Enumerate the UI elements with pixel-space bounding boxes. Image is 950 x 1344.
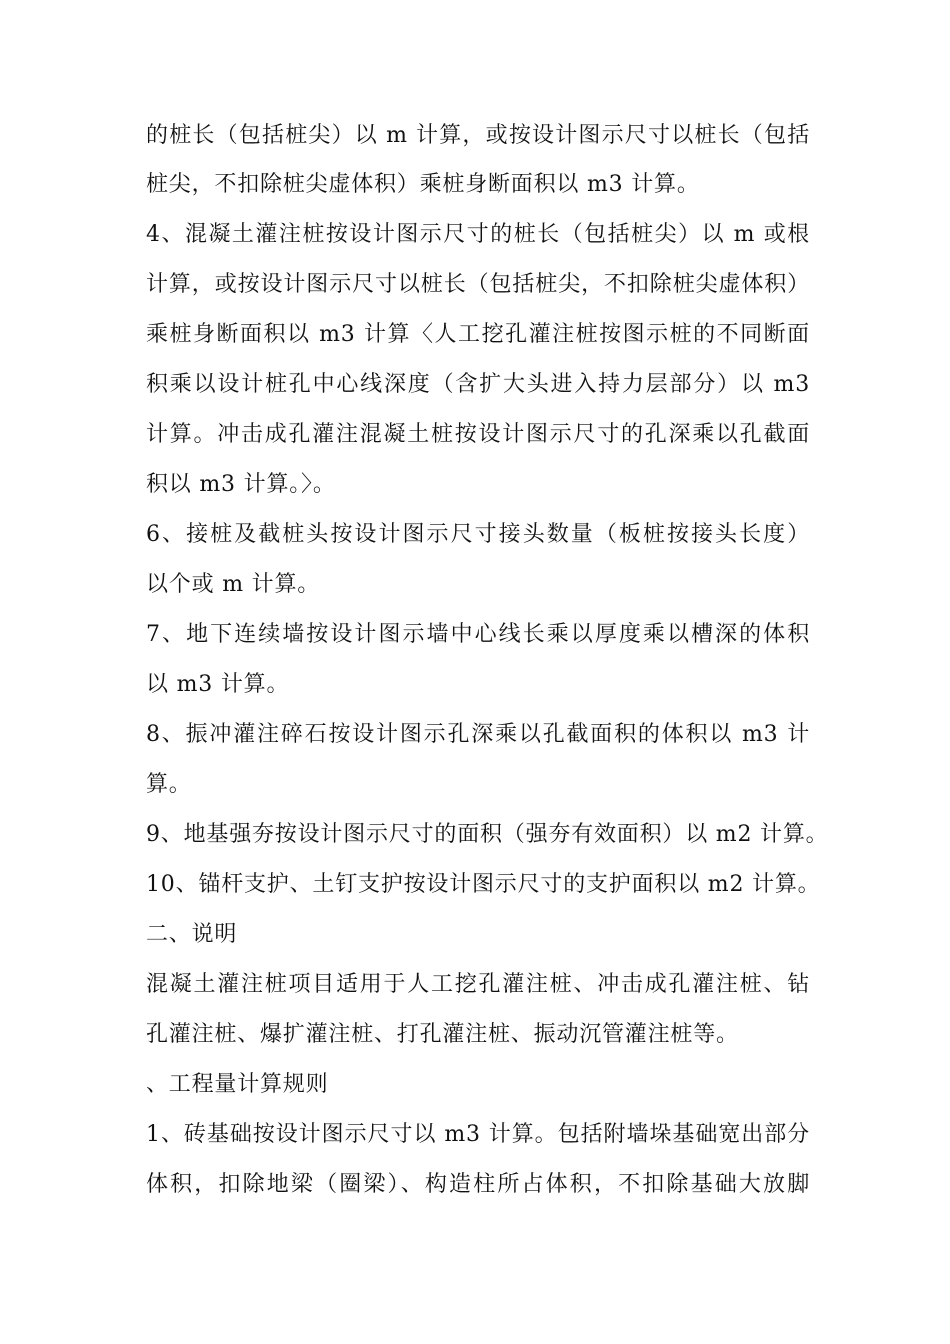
text-line: 1、砖基础按设计图示尺寸以 m3 计算。包括附墙垛基础宽出部分 <box>146 1122 810 1147</box>
text-line: 10、锚杆支护、土钉支护按设计图示尺寸的支护面积以 m2 计算。 <box>146 872 821 897</box>
text-line: 计算。冲击成孔灌注混凝土桩按设计图示尺寸的孔深乘以孔截面 <box>146 422 810 447</box>
text-line: 9、地基强夯按设计图示尺寸的面积（强夯有效面积）以 m2 计算。 <box>146 822 829 847</box>
text-line: 计算，或按设计图示尺寸以桩长（包括桩尖，不扣除桩尖虚体积） <box>146 272 810 297</box>
text-line: 积乘以设计桩孔中心线深度（含扩大头进入持力层部分）以 m3 <box>146 372 810 397</box>
text-line: 4、混凝土灌注桩按设计图示尺寸的桩长（包括桩尖）以 m 或根 <box>146 222 810 247</box>
text-line: 乘桩身断面积以 m3 计算〈人工挖孔灌注桩按图示桩的不同断面 <box>146 322 810 347</box>
section-heading: 、工程量计算规则 <box>146 1072 329 1097</box>
text-line: 算。 <box>146 772 192 797</box>
text-line: 体积，扣除地梁（圈梁）、构造柱所占体积，不扣除基础大放脚 <box>146 1172 810 1197</box>
text-line: 孔灌注桩、爆扩灌注桩、打孔灌注桩、振动沉管灌注桩等。 <box>146 1022 739 1047</box>
text-line: 的桩长（包括桩尖）以 m 计算，或按设计图示尺寸以桩长（包括 <box>146 123 810 148</box>
text-line: 以 m3 计算。 <box>146 672 290 697</box>
text-line: 桩尖，不扣除桩尖虚体积）乘桩身断面积以 m3 计算。 <box>146 172 700 197</box>
text-line: 积以 m3 计算。〉。 <box>146 472 336 497</box>
text-line: 混凝土灌注桩项目适用于人工挖孔灌注桩、冲击成孔灌注桩、钻 <box>146 972 810 997</box>
text-line: 6、接桩及截桩头按设计图示尺寸接头数量（板桩按接头长度） <box>146 522 810 547</box>
section-heading: 二、说明 <box>146 922 238 947</box>
text-line: 以个或 m 计算。 <box>146 572 321 597</box>
text-line: 8、振冲灌注碎石按设计图示孔深乘以孔截面积的体积以 m3 计 <box>146 722 810 747</box>
text-line: 7、地下连续墙按设计图示墙中心线长乘以厚度乘以槽深的体积 <box>146 622 810 647</box>
